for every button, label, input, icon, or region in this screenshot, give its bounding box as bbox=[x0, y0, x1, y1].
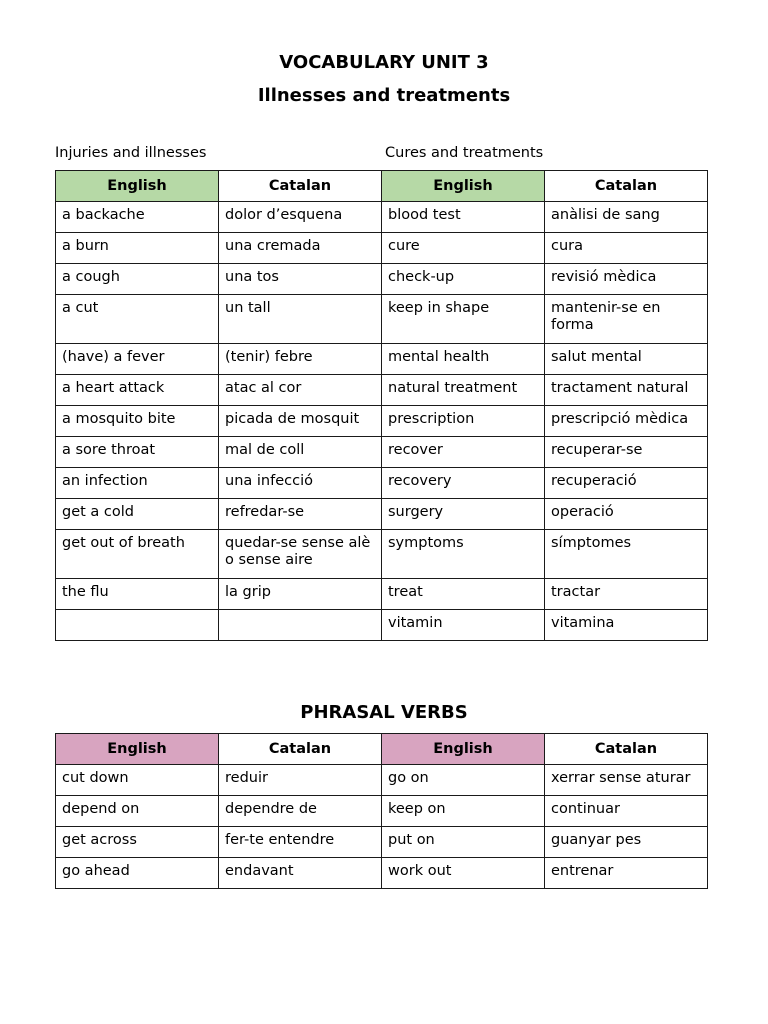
table-cell: a burn bbox=[56, 233, 219, 264]
table-row bbox=[56, 375, 708, 406]
header-english: English bbox=[382, 734, 545, 765]
vocabulary-table bbox=[55, 170, 708, 641]
table-cell: surgery bbox=[382, 499, 545, 530]
table-cell: prescription bbox=[382, 406, 545, 437]
table-cell: una tos bbox=[219, 264, 382, 295]
table-row bbox=[56, 264, 708, 295]
table-cell: operació bbox=[545, 499, 708, 530]
table-cell: treat bbox=[382, 579, 545, 610]
table-cell: refredar-se bbox=[219, 499, 382, 530]
table-cell: continuar bbox=[545, 796, 708, 827]
table-cell: a mosquito bite bbox=[56, 406, 219, 437]
table-cell: get a cold bbox=[56, 499, 219, 530]
table-cell: revisió mèdica bbox=[545, 264, 708, 295]
header-catalan: Catalan bbox=[219, 171, 382, 202]
table-cell: mantenir-se en forma bbox=[545, 295, 708, 344]
table-cell: prescripció mèdica bbox=[545, 406, 708, 437]
table-cell: blood test bbox=[382, 202, 545, 233]
table-cell: get across bbox=[56, 827, 219, 858]
table-row bbox=[56, 858, 708, 889]
table-cell: dependre de bbox=[219, 796, 382, 827]
table-cell: symptoms bbox=[382, 530, 545, 579]
table-cell: tractament natural bbox=[545, 375, 708, 406]
page-subtitle: Illnesses and treatments bbox=[257, 85, 511, 106]
table-cell: entrenar bbox=[545, 858, 708, 889]
table-row bbox=[56, 610, 708, 641]
table-row bbox=[56, 765, 708, 796]
table-row bbox=[56, 233, 708, 264]
table-cell: tractar bbox=[545, 579, 708, 610]
table-cell: a cut bbox=[56, 295, 219, 344]
table-cell bbox=[56, 610, 219, 641]
table-cell: an infection bbox=[56, 468, 219, 499]
phrasal-verbs-title: PHRASAL VERBS bbox=[300, 702, 468, 723]
table-cell: mal de coll bbox=[219, 437, 382, 468]
table-row bbox=[56, 202, 708, 233]
caption-injuries: Injuries and illnesses bbox=[55, 145, 207, 161]
table-cell: picada de mosquit bbox=[219, 406, 382, 437]
table-cell: (have) a fever bbox=[56, 344, 219, 375]
table-cell: the flu bbox=[56, 579, 219, 610]
table-cell: mental health bbox=[382, 344, 545, 375]
header-catalan: Catalan bbox=[545, 734, 708, 765]
table-row bbox=[56, 295, 708, 344]
table-cell: fer-te entendre bbox=[219, 827, 382, 858]
table-cell: reduir bbox=[219, 765, 382, 796]
table-cell: cura bbox=[545, 233, 708, 264]
table-cell: recovery bbox=[382, 468, 545, 499]
table-row bbox=[56, 406, 708, 437]
table-cell: work out bbox=[382, 858, 545, 889]
table-cell: depend on bbox=[56, 796, 219, 827]
table-cell: anàlisi de sang bbox=[545, 202, 708, 233]
header-catalan: Catalan bbox=[545, 171, 708, 202]
table-cell: cut down bbox=[56, 765, 219, 796]
table-cell: natural treatment bbox=[382, 375, 545, 406]
table-cell: la grip bbox=[219, 579, 382, 610]
table-cell: check-up bbox=[382, 264, 545, 295]
phrasal-verbs-table bbox=[55, 733, 708, 889]
table-cell: keep on bbox=[382, 796, 545, 827]
table-row bbox=[56, 437, 708, 468]
caption-cures: Cures and treatments bbox=[385, 145, 544, 161]
table-row bbox=[56, 530, 708, 579]
table-cell bbox=[219, 610, 382, 641]
table-cell: a sore throat bbox=[56, 437, 219, 468]
table-cell: símptomes bbox=[545, 530, 708, 579]
table-row bbox=[56, 344, 708, 375]
table-row bbox=[56, 827, 708, 858]
table-cell: a backache bbox=[56, 202, 219, 233]
table-row bbox=[56, 468, 708, 499]
table-cell: cure bbox=[382, 233, 545, 264]
table-cell: atac al cor bbox=[219, 375, 382, 406]
table-cell: quedar-se sense alè o sense aire bbox=[219, 530, 382, 579]
table-row bbox=[56, 796, 708, 827]
table-cell: keep in shape bbox=[382, 295, 545, 344]
table-cell: go on bbox=[382, 765, 545, 796]
table-cell: salut mental bbox=[545, 344, 708, 375]
table-cell: un tall bbox=[219, 295, 382, 344]
table-cell: a cough bbox=[56, 264, 219, 295]
header-catalan: Catalan bbox=[219, 734, 382, 765]
table-cell: recuperació bbox=[545, 468, 708, 499]
header-english: English bbox=[56, 734, 219, 765]
header-english: English bbox=[56, 171, 219, 202]
table-cell: go ahead bbox=[56, 858, 219, 889]
table-cell: a heart attack bbox=[56, 375, 219, 406]
table-cell: dolor d’esquena bbox=[219, 202, 382, 233]
table-cell: vitamina bbox=[545, 610, 708, 641]
header-english: English bbox=[382, 171, 545, 202]
table-cell: put on bbox=[382, 827, 545, 858]
table-row bbox=[56, 579, 708, 610]
page-title: VOCABULARY UNIT 3 bbox=[279, 52, 489, 73]
table-cell: (tenir) febre bbox=[219, 344, 382, 375]
table-cell: get out of breath bbox=[56, 530, 219, 579]
table-cell: endavant bbox=[219, 858, 382, 889]
table-header-row bbox=[56, 734, 708, 765]
table-cell: xerrar sense aturar bbox=[545, 765, 708, 796]
table-header-row bbox=[56, 171, 708, 202]
table-cell: recover bbox=[382, 437, 545, 468]
table-cell: vitamin bbox=[382, 610, 545, 641]
table-cell: una cremada bbox=[219, 233, 382, 264]
table-row bbox=[56, 499, 708, 530]
table-cell: recuperar-se bbox=[545, 437, 708, 468]
table-cell: una infecció bbox=[219, 468, 382, 499]
table-cell: guanyar pes bbox=[545, 827, 708, 858]
